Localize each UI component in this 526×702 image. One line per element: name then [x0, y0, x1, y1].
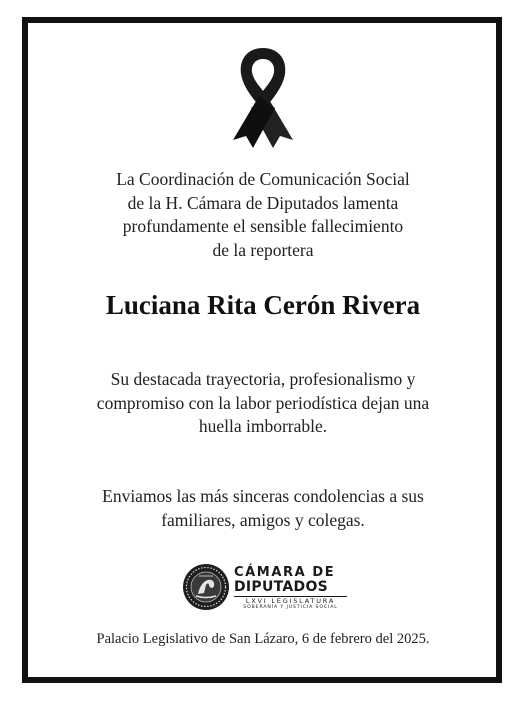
logo-line-slogan: SOBERANÍA Y JUSTICIA SOCIAL	[243, 605, 338, 610]
tribute-paragraph	[30, 368, 496, 439]
logo-line-diputados: DIPUTADOS	[234, 579, 329, 595]
intro-line: de la H. Cámara de Diputados lamenta	[127, 192, 399, 213]
logo-line-camara: CÁMARA DE	[234, 565, 336, 580]
camara-de-diputados-logo	[182, 563, 347, 613]
chamber-seal-icon	[182, 563, 230, 611]
deceased-name: Luciana Rita Cerón Rivera	[105, 290, 421, 320]
tribute-line: Su destacada trayectoria, profesionalismo y	[110, 369, 416, 389]
intro-paragraph	[30, 168, 496, 262]
condolence-line: familiares, amigos y colegas.	[161, 509, 365, 530]
tribute-line: huella imborrable.	[198, 416, 328, 436]
tribute-line: compromiso con la labor periodística dejan una	[96, 392, 430, 413]
logo-line-legislatura: LXVI LEGISLATURA	[234, 596, 347, 605]
mourning-ribbon-icon	[229, 44, 297, 148]
intro-line: La Coordinación de Comunicación Social	[116, 169, 410, 189]
place-and-date: Palacio Legislativo de San Lázaro, 6 de febrero del 2025.	[96, 631, 430, 647]
condolences-paragraph	[30, 485, 496, 532]
logo-wordmark	[234, 566, 347, 611]
intro-line: profundamente el sensible fallecimiento	[122, 216, 404, 236]
condolence-line: Enviamos las más sinceras condolencias a sus	[102, 486, 424, 506]
intro-line: de la reportera	[212, 239, 314, 260]
